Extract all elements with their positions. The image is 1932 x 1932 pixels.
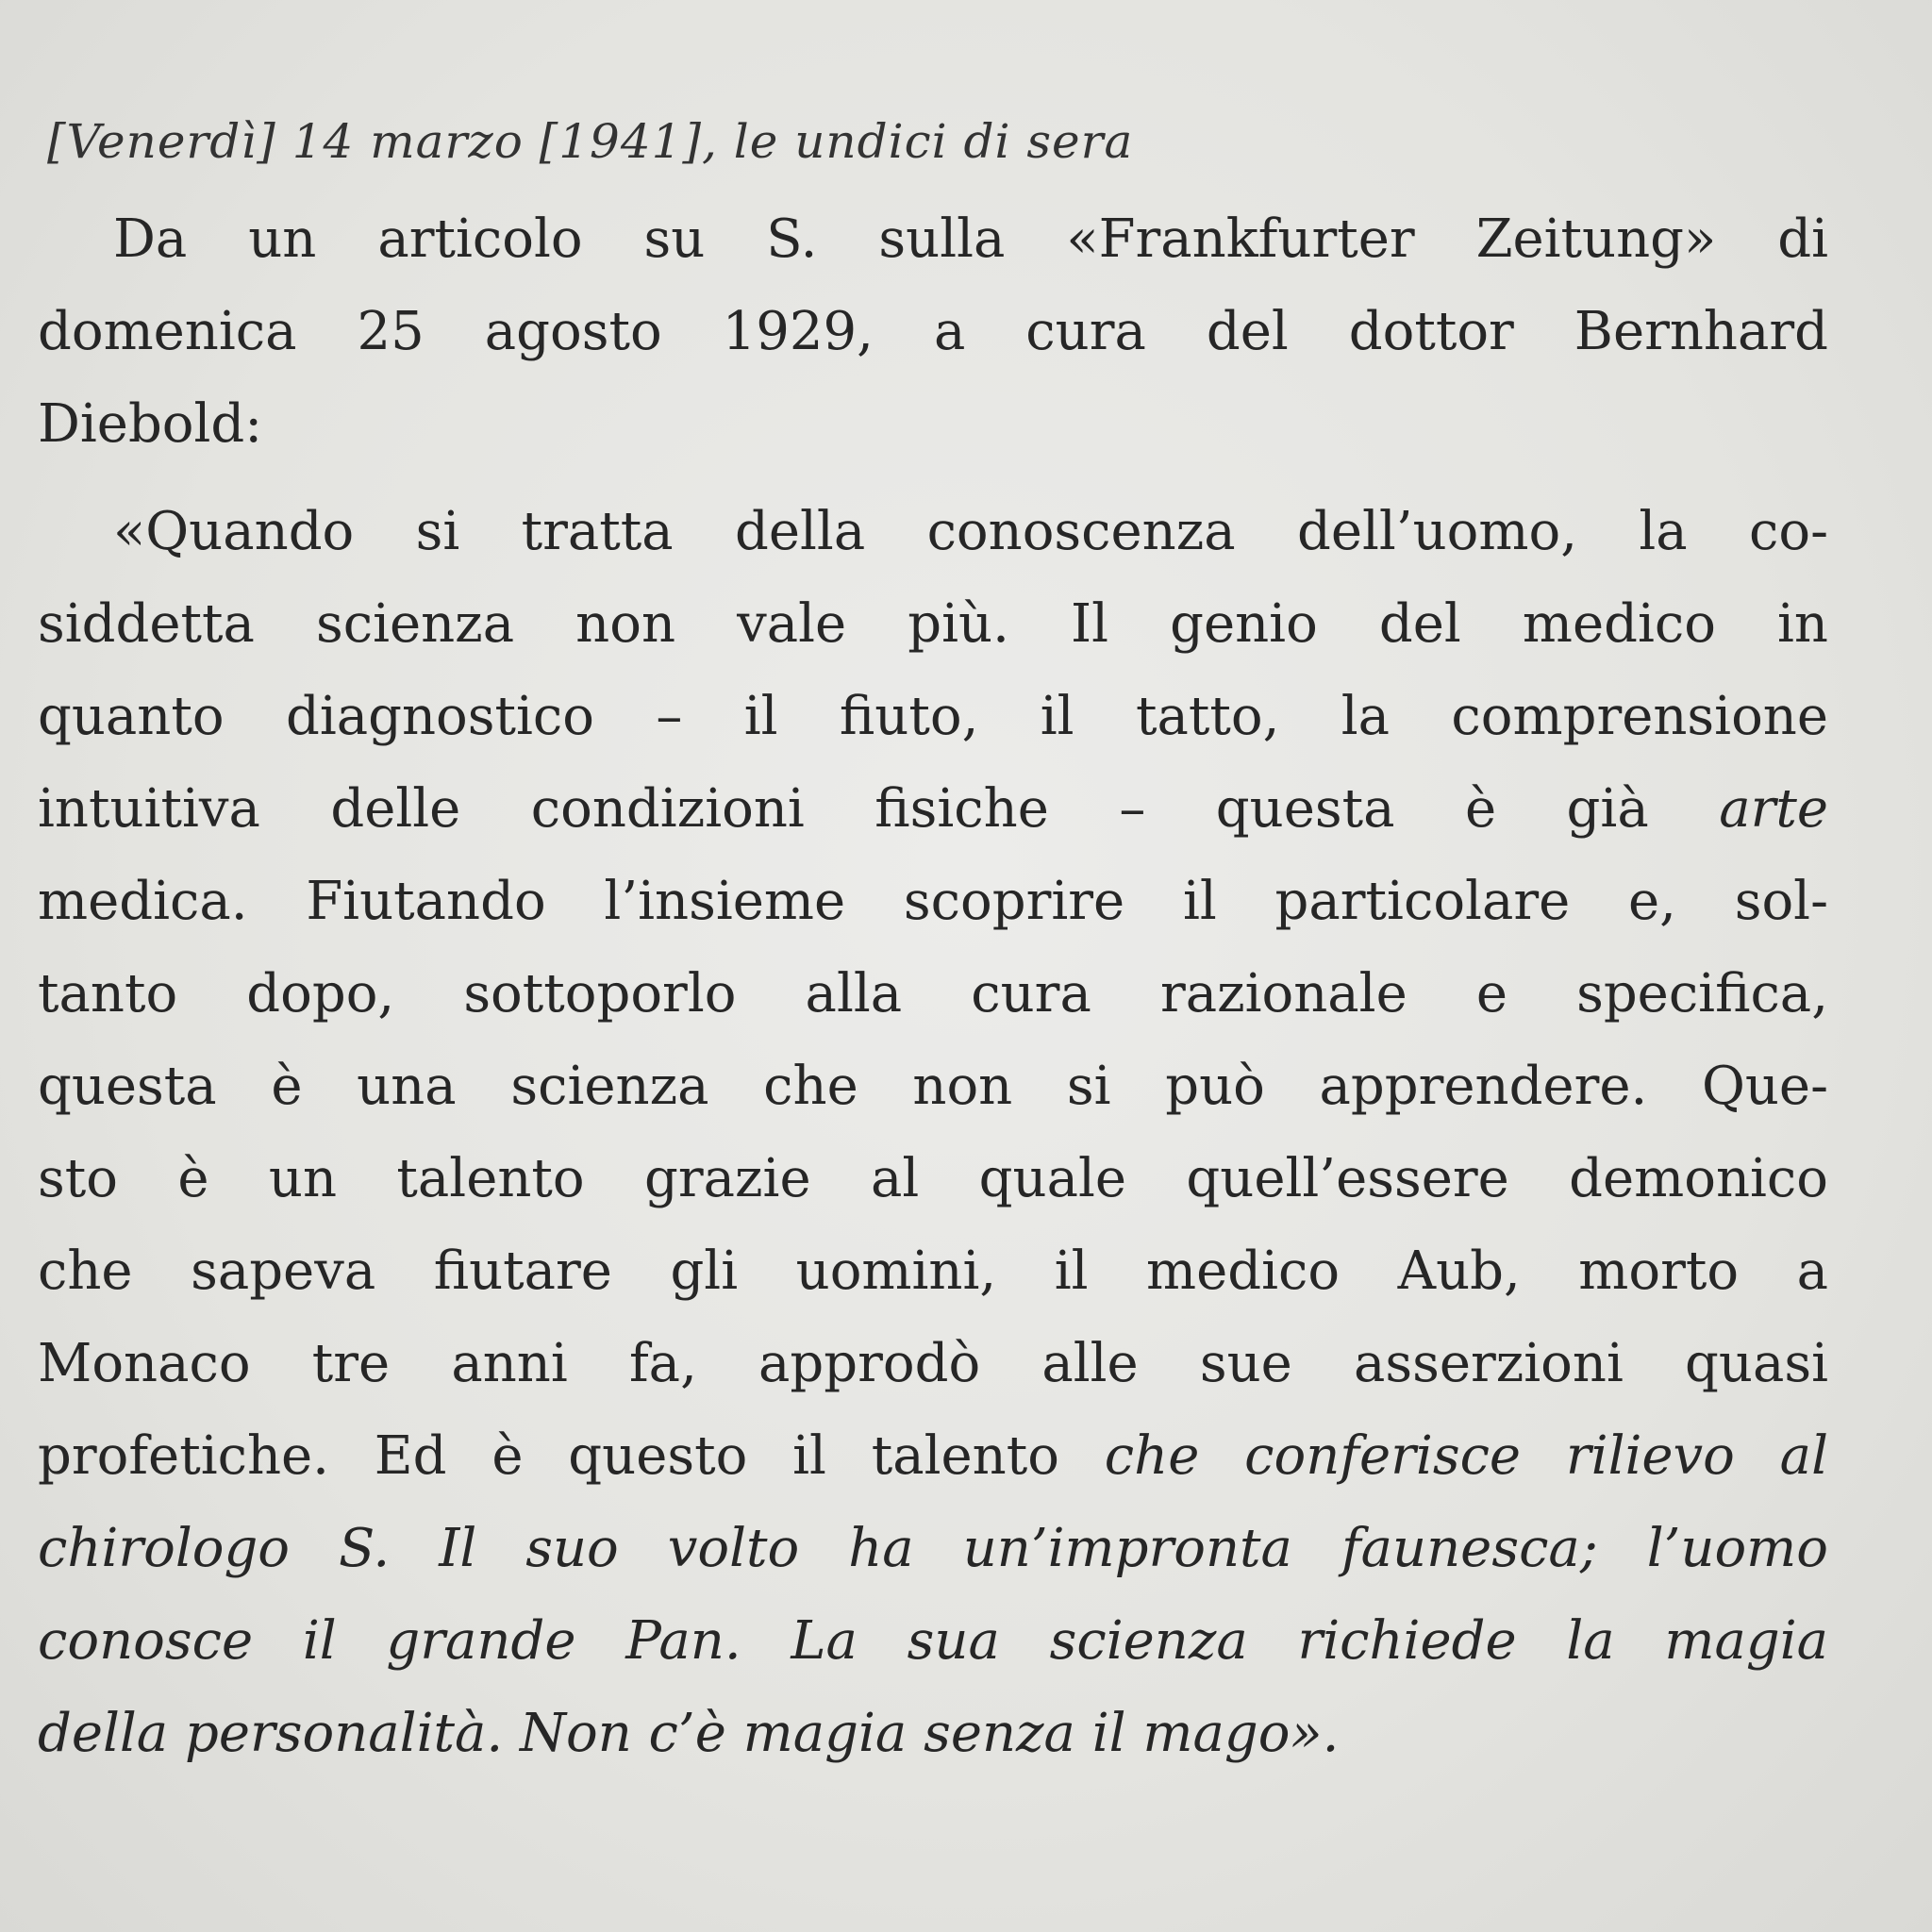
text-line: che sapeva fiutare gli uomini, il medico Aub, morto a — [38, 1241, 1828, 1302]
text-line: Diebold: — [38, 393, 263, 455]
paragraph-quote — [38, 486, 1830, 1780]
text-line: Da un articolo su S. sulla «Frankfurter Zeitung» di — [113, 208, 1828, 270]
text-line-italic: conosce il grande Pan. La sua scienza richiede la magia — [38, 1610, 1828, 1672]
text-line: sto è un talento grazie al quale quell’essere demonico — [38, 1148, 1828, 1209]
paragraph-gap — [38, 471, 1830, 486]
text-line: Monaco tre anni fa, approdò alle sue asserzioni quasi — [38, 1333, 1828, 1394]
text-line-italic: della personalità. Non c’è magia senza il mago». — [38, 1703, 1340, 1764]
italic-word-arte: arte — [1719, 778, 1828, 840]
text-segment: profetiche. Ed è questo il talento — [38, 1425, 1059, 1487]
text-line — [38, 763, 1828, 856]
paragraph-intro — [38, 193, 1830, 471]
text-segment: intuitiva delle condizioni fisiche – questa è già — [38, 778, 1649, 840]
text-line-italic: chirologo S. Il suo volto ha un’impronta faunesca; l’uomo — [38, 1518, 1828, 1579]
text-line: siddetta scienza non vale più. Il genio del medico in — [38, 593, 1828, 655]
text-line: domenica 25 agosto 1929, a cura del dottor Bernhard — [38, 301, 1828, 362]
italic-phrase: che conferisce rilievo al — [1104, 1425, 1828, 1487]
book-page — [38, 90, 1830, 1780]
entry-date-heading: [Venerdì] 14 marzo [1941], le undici di sera — [47, 114, 1134, 169]
text-line: «Quando si tratta della conoscenza dell’uomo, la co- — [113, 501, 1828, 562]
text-line: quanto diagnostico – il fiuto, il tatto, la comprensione — [38, 686, 1828, 747]
text-line: medica. Fiutando l’insieme scoprire il particolare e, sol- — [38, 871, 1828, 932]
text-line: tanto dopo, sottoporlo alla cura razionale e specifica, — [38, 963, 1828, 1024]
text-line: questa è una scienza che non si può apprendere. Que- — [38, 1056, 1828, 1117]
text-line — [38, 1410, 1828, 1503]
